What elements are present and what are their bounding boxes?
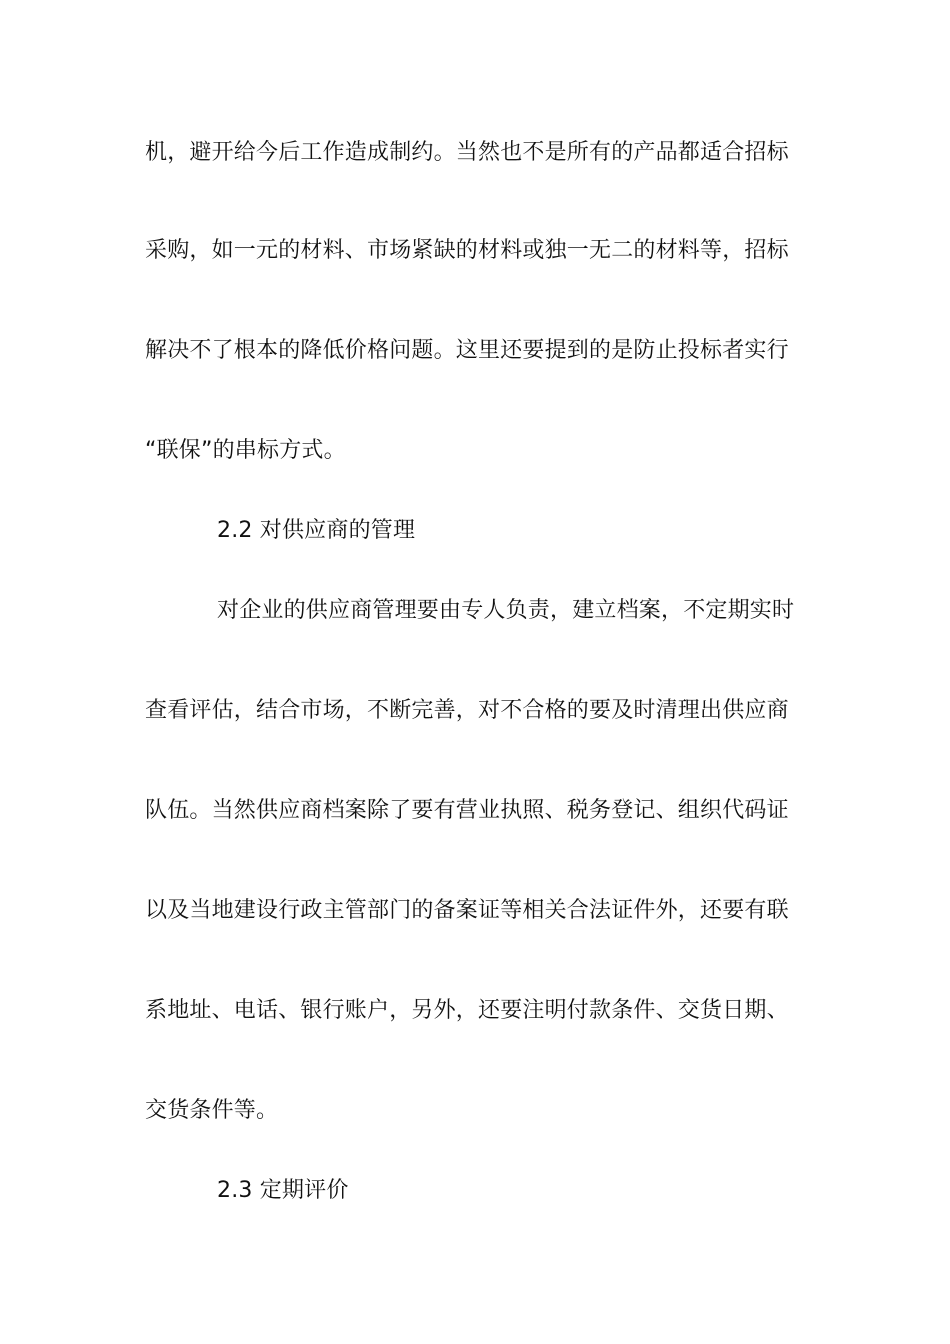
paragraph-line: 队伍。当然供应商档案除了要有营业执照、税务登记、组织代码证 <box>145 798 789 823</box>
paragraph-line: 以及当地建设行政主管部门的备案证等相关合法证件外，还要有联 <box>145 898 789 923</box>
paragraph-line: “联保”的串标方式。 <box>145 438 346 463</box>
section-heading-2-3: 2.3 定期评价 <box>217 1178 349 1203</box>
section-heading-2-2: 2.2 对供应商的管理 <box>217 518 416 543</box>
paragraph-line: 查看评估，结合市场，不断完善，对不合格的要及时清理出供应商 <box>145 698 789 723</box>
paragraph-line: 交货条件等。 <box>145 1098 279 1123</box>
paragraph-line: 机，避开给今后工作造成制约。当然也不是所有的产品都适合招标 <box>145 140 789 165</box>
paragraph-line: 解决不了根本的降低价格问题。这里还要提到的是防止投标者实行 <box>145 338 789 363</box>
paragraph-line: 系地址、电话、银行账户，另外，还要注明付款条件、交货日期、 <box>145 998 789 1023</box>
paragraph-line: 对企业的供应商管理要由专人负责，建立档案，不定期实时 <box>217 598 795 623</box>
paragraph-line: 采购，如一元的材料、市场紧缺的材料或独一无二的材料等，招标 <box>145 238 789 263</box>
